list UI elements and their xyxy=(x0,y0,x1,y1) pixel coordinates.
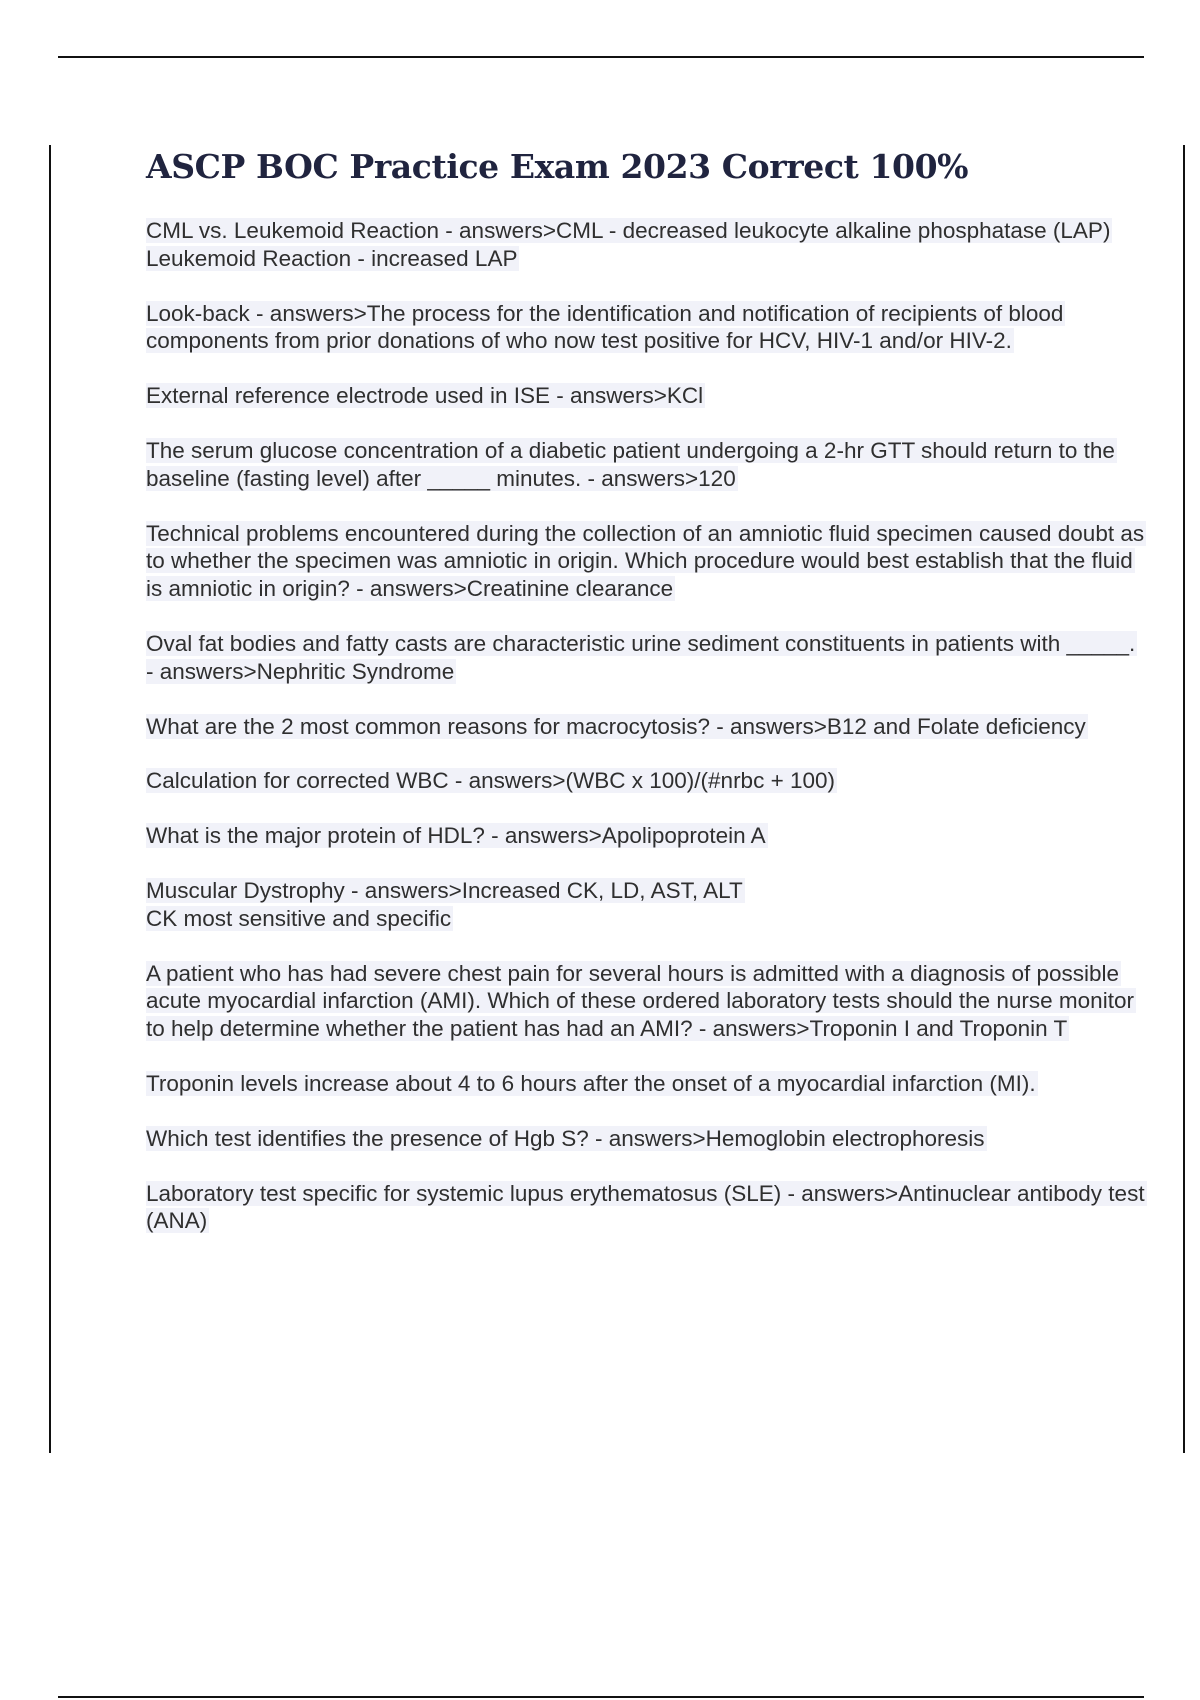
qa-text: Leukemoid Reaction - increased LAP xyxy=(146,245,518,271)
left-page-border xyxy=(49,145,51,1453)
qa-text: CML vs. Leukemoid Reaction - answers>CML - decreased leukocyte alkaline phosphatase (LAP) xyxy=(146,218,1111,243)
qa-item xyxy=(146,877,1146,933)
qa-item xyxy=(146,382,1146,410)
document-body xyxy=(146,143,1146,1262)
qa-item xyxy=(146,1125,1146,1153)
qa-item xyxy=(146,217,1146,273)
qa-text: Look-back - answers>The process for the identification and notification of recipients of blood components from prior donations of who now test positive for HCV, HIV-1 and/or HIV-2. xyxy=(146,300,1064,354)
qa-item xyxy=(146,437,1146,493)
qa-text: Technical problems encountered during the collection of an amniotic fluid specimen caused doubt as to whether the specimen was amniotic in origin. Which procedure would best establish that the fluid is amniotic in origin? - answers>Creatinine clearance xyxy=(146,520,1145,602)
qa-text: Muscular Dystrophy - answers>Increased CK, LD, AST, ALT xyxy=(146,877,743,903)
header-rule xyxy=(58,56,1144,58)
qa-item xyxy=(146,822,1146,850)
qa-text: Laboratory test specific for systemic lupus erythematosus (SLE) - answers>Antinuclear antibody test (ANA) xyxy=(146,1180,1145,1234)
qa-text: What is the major protein of HDL? - answers>Apolipoprotein A xyxy=(146,823,766,849)
qa-item xyxy=(146,300,1146,356)
qa-text: Oval fat bodies and fatty casts are characteristic urine sediment constituents in patients with _____. - answers>Nephritic Syndrome xyxy=(146,630,1136,684)
qa-text: Troponin levels increase about 4 to 6 hours after the onset of a myocardial infarction (MI). xyxy=(146,1070,1036,1096)
footer-rule xyxy=(58,1696,1144,1698)
qa-item xyxy=(146,713,1146,741)
qa-text: CK most sensitive and specific xyxy=(146,905,452,931)
qa-item xyxy=(146,960,1146,1043)
qa-text: The serum glucose concentration of a diabetic patient undergoing a 2-hr GTT should return to the baseline (fasting level) after _____ minutes. - answers>120 xyxy=(146,437,1115,491)
qa-item xyxy=(146,520,1146,603)
qa-text: What are the 2 most common reasons for macrocytosis? - answers>B12 and Folate deficiency xyxy=(146,713,1086,739)
qa-item xyxy=(146,630,1146,686)
right-page-border xyxy=(1183,145,1185,1453)
qa-item xyxy=(146,767,1146,795)
qa-item xyxy=(146,1180,1146,1236)
qa-item xyxy=(146,1070,1146,1098)
qa-text: A patient who has had severe chest pain for several hours is admitted with a diagnosis of possible acute myocardial infarction (AMI). Which of these ordered laboratory tests should the nurse monitor to help determine whether the patient has had an AMI? - answers>Troponin I and Troponin T xyxy=(146,960,1134,1042)
qa-text: External reference electrode used in ISE - answers>KCl xyxy=(146,383,704,409)
qa-text: Calculation for corrected WBC - answers>(WBC x 100)/(#nrbc + 100) xyxy=(146,768,835,794)
qa-text: Which test identifies the presence of Hgb S? - answers>Hemoglobin electrophoresis xyxy=(146,1125,985,1151)
document-title: ASCP BOC Practice Exam 2023 Correct 100% xyxy=(146,147,969,186)
